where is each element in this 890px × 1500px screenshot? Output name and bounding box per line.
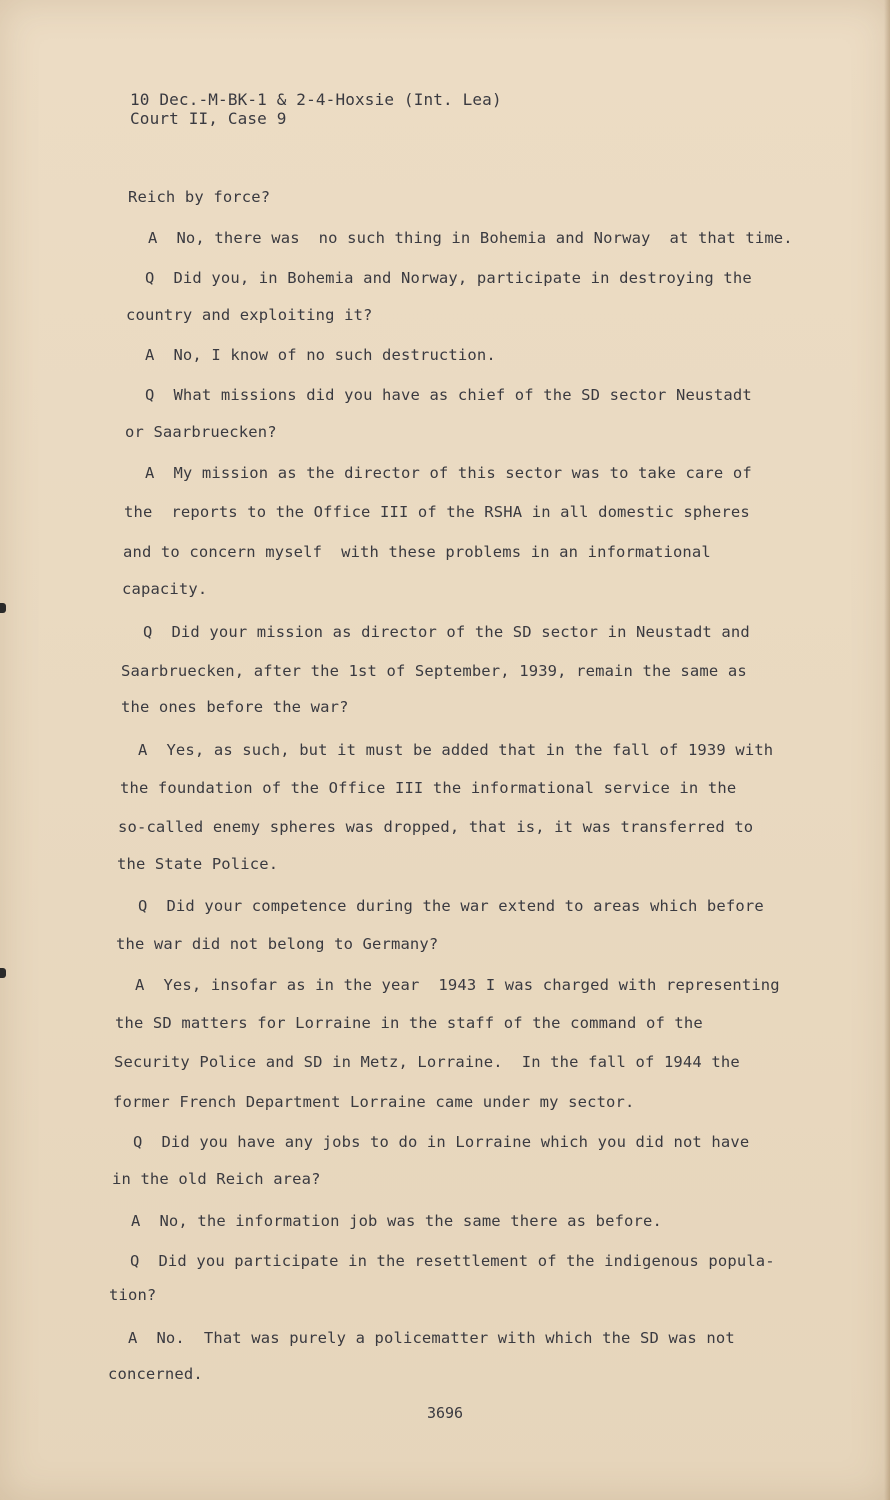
- text-line: Saarbruecken, after the 1st of September, 1939, remain the same as: [121, 662, 747, 680]
- text-line: or Saarbruecken?: [125, 423, 277, 441]
- text-line: capacity.: [122, 580, 208, 598]
- page-edge: [884, 0, 890, 1500]
- text-line: the war did not belong to Germany?: [116, 935, 439, 953]
- text-line: Q Did you have any jobs to do in Lorraine which you did not have: [133, 1133, 750, 1151]
- text-line: A No, the information job was the same there as before.: [131, 1212, 662, 1230]
- text-line: country and exploiting it?: [126, 306, 373, 324]
- text-line: the State Police.: [117, 855, 279, 873]
- text-line: the foundation of the Office III the informational service in the: [120, 779, 737, 797]
- page-number: 3696: [426, 1404, 464, 1422]
- text-line: the reports to the Office III of the RSHA in all domestic spheres: [124, 503, 750, 521]
- text-line: concerned.: [108, 1365, 203, 1383]
- text-line: so-called enemy spheres was dropped, that is, it was transferred to: [118, 818, 754, 836]
- text-line: Q Did your mission as director of the SD sector in Neustadt and: [143, 623, 750, 641]
- text-line: A No, I know of no such destruction.: [145, 346, 496, 364]
- text-line: in the old Reich area?: [112, 1170, 321, 1188]
- text-line: and to concern myself with these problems in an informational: [123, 543, 711, 561]
- header-line-1: 10 Dec.-M-BK-1 & 2-4-Hoxsie (Int. Lea): [130, 90, 502, 109]
- text-line: tion?: [109, 1286, 157, 1304]
- text-line: A No. That was purely a policematter with which the SD was not: [128, 1329, 735, 1347]
- binding-mark: [0, 968, 6, 978]
- text-line: A My mission as the director of this sector was to take care of: [145, 464, 752, 482]
- binding-mark: [0, 603, 6, 613]
- text-line: Security Police and SD in Metz, Lorraine. In the fall of 1944 the: [114, 1053, 740, 1071]
- text-line: Q What missions did you have as chief of the SD sector Neustadt: [145, 386, 752, 404]
- text-line: A Yes, as such, but it must be added that in the fall of 1939 with: [138, 741, 774, 759]
- header-line-2: Court II, Case 9: [130, 109, 287, 128]
- text-line: former French Department Lorraine came under my sector.: [113, 1093, 635, 1111]
- text-line: A Yes, insofar as in the year 1943 I was charged with representing: [135, 976, 780, 994]
- text-line: Reich by force?: [128, 188, 271, 206]
- text-line: A No, there was no such thing in Bohemia and Norway at that time.: [148, 229, 793, 247]
- text-line: Q Did you participate in the resettlement of the indigenous popula-: [130, 1252, 775, 1270]
- text-line: Q Did your competence during the war extend to areas which before: [138, 897, 764, 915]
- text-line: the SD matters for Lorraine in the staff of the command of the: [115, 1014, 703, 1032]
- text-line: the ones before the war?: [121, 698, 349, 716]
- text-line: Q Did you, in Bohemia and Norway, participate in destroying the: [145, 269, 752, 287]
